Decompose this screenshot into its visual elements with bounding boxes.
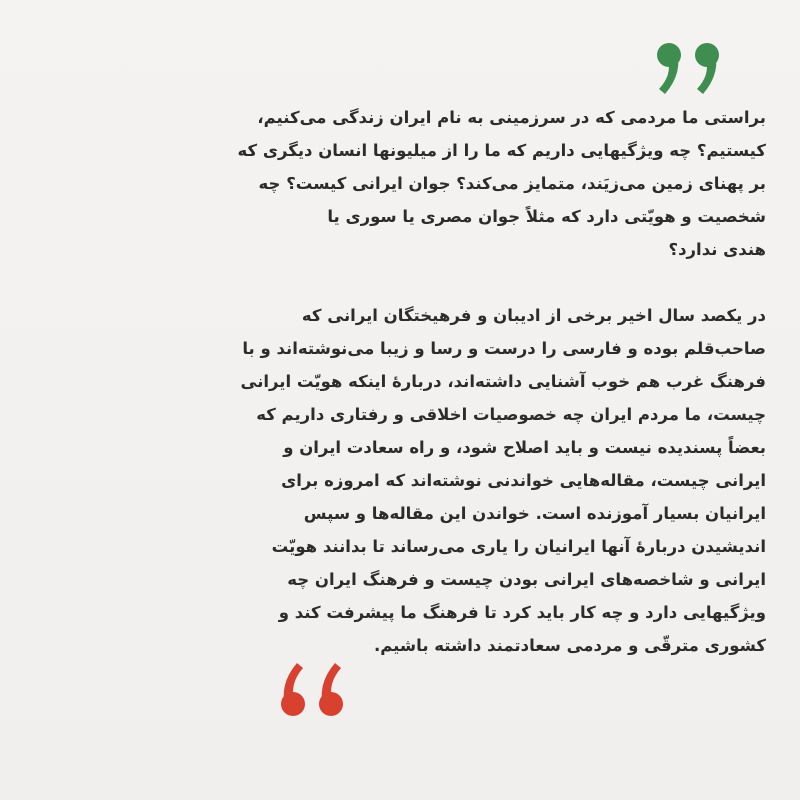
opening-quote-mark-icon xyxy=(270,655,350,721)
text-line: شخصیت و هویّتی دارد که مثلاً جوان مصری یا سوری یا xyxy=(327,207,766,226)
text-line: براستی ما مردمی که در سرزمینی به نام ایران زندگی می‌کنیم، xyxy=(257,108,766,127)
text-line: فرهنگ غرب هم خوب آشنایی داشته‌اند، دربارهٔ اینکه هویّت ایرانی xyxy=(240,372,766,391)
text-line: صاحب‌قلم بوده و فارسی را درست و رسا و زیبا می‌نوشته‌اند و با xyxy=(242,339,766,358)
closing-quote-mark-icon xyxy=(650,38,730,102)
text-line: ایرانیان بسیار آموزنده است. خواندن این مقاله‌ها و سپس xyxy=(303,504,766,523)
text-line: در یکصد سال اخیر برخی از ادیبان و فرهیختگان ایرانی که xyxy=(301,306,766,325)
text-line: کیستیم؟ چه ویژگیهایی داریم که ما را از میلیونها انسان دیگری که xyxy=(237,141,766,160)
text-line: ایرانی و شاخصه‌های ایرانی بودن چیست و فرهنگ ایران چه xyxy=(287,570,766,589)
text-line: ایرانی چیست، مقاله‌هایی خواندنی نوشته‌اند که امروزه برای xyxy=(281,471,766,490)
text-line: چیست، ما مردم ایران چه خصوصیات اخلاقی و رفتاری داریم که xyxy=(256,405,766,424)
paragraph-2 xyxy=(232,299,766,662)
text-line: هندی ندارد؟ xyxy=(668,240,766,259)
text-line: بعضاً پسندیده نیست و باید اصلاح شود، و راه سعادت ایران و xyxy=(283,438,766,457)
text-line: اندیشیدن دربارهٔ آنها ایرانیان را یاری می‌رساند تا بدانند هویّت xyxy=(271,537,766,556)
text-line: کشوری مترقّی و مردمی سعادتمند داشته باشیم. xyxy=(373,636,766,655)
text-line: ویژگیهایی دارد و چه کار باید کرد تا فرهنگ ما پیشرفت کند و xyxy=(278,603,766,622)
text-line: بر پهنای زمین می‌زیَند، متمایز می‌کند؟ جوان ایرانی کیست؟ چه xyxy=(258,174,766,193)
paragraph-1 xyxy=(232,101,766,266)
